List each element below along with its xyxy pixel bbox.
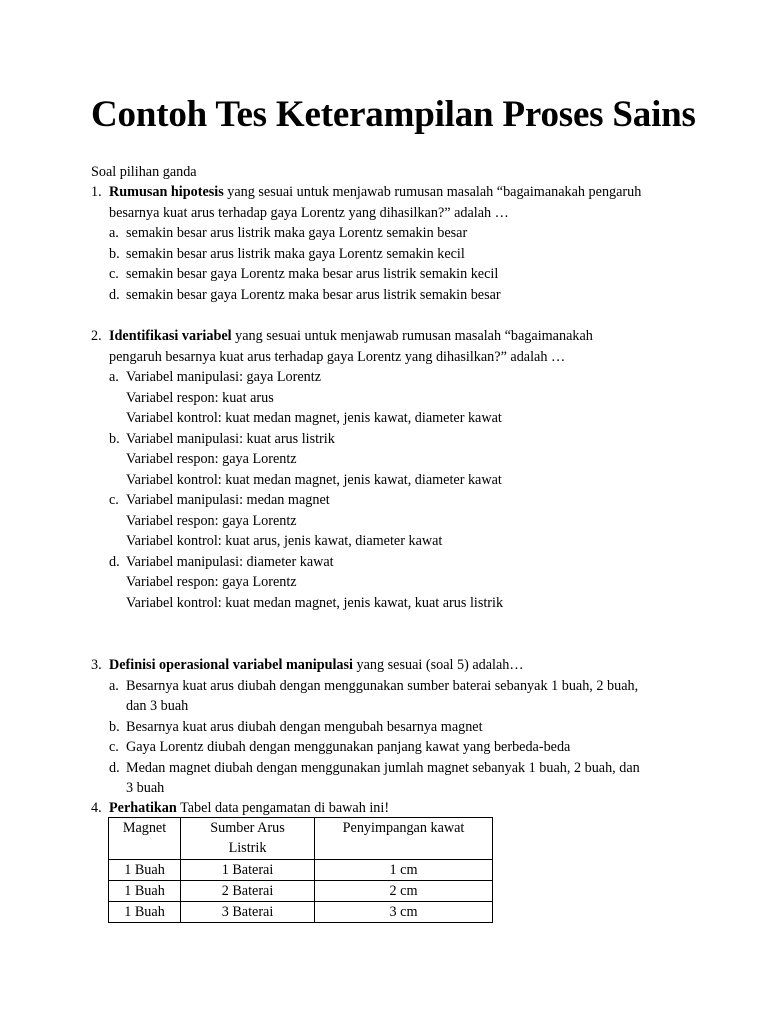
table-row: [109, 860, 493, 881]
option-letter: d.: [109, 759, 120, 776]
option-text: Variabel kontrol: kuat medan magnet, jenis kawat, kuat arus listrik: [126, 594, 504, 611]
table-cell: 1 Buah: [109, 902, 181, 923]
question-text-line: [109, 798, 691, 819]
option-letter: c.: [109, 266, 119, 282]
option-text: 3 buah: [126, 780, 165, 796]
table-cell: 1 Baterai: [181, 860, 315, 881]
answer-option-d: [91, 758, 691, 799]
option-letter: a.: [109, 677, 119, 694]
table-cell: 3 Baterai: [181, 902, 315, 923]
question-number: 1.: [91, 184, 102, 200]
answer-option-b: [91, 717, 691, 738]
answer-option-d: [91, 552, 691, 614]
option-letter: d.: [109, 286, 120, 303]
question-text-line: [109, 326, 691, 347]
option-text: semakin besar arus listrik maka gaya Lorentz semakin besar: [126, 225, 468, 241]
answer-option-c: [91, 737, 691, 758]
table-header-row: [109, 818, 493, 860]
question-text-line: [109, 655, 691, 676]
question-number: 4.: [91, 800, 102, 816]
answer-option-c: [91, 490, 691, 552]
question-number: 2.: [91, 328, 102, 344]
section-subtitle: Soal pilihan ganda: [91, 164, 197, 180]
question-keyword: Perhatikan: [109, 800, 177, 816]
question-1: [91, 182, 691, 305]
page-title: Contoh Tes Keterampilan Proses Sains: [91, 94, 696, 135]
question-text: Tabel data pengamatan di bawah ini!: [176, 800, 390, 816]
observation-table: [108, 817, 493, 923]
answer-option-c: [91, 264, 691, 285]
answer-option-d: [91, 285, 691, 306]
option-text: Variabel manipulasi: medan magnet: [126, 492, 330, 508]
option-letter: a.: [109, 225, 119, 241]
table-header-cell: Penyimpangan kawat: [315, 818, 493, 860]
answer-option-a: [91, 367, 691, 429]
table-cell: 2 cm: [315, 881, 493, 902]
question-keyword: Definisi operasional variabel manipulasi: [109, 657, 353, 673]
option-text: Variabel kontrol: kuat arus, jenis kawat, diameter kawat: [126, 533, 443, 549]
question-stem: [91, 182, 691, 223]
option-text: Variabel respon: gaya Lorentz: [126, 574, 297, 590]
option-text: Besarnya kuat arus diubah dengan mengubah besarnya magnet: [126, 718, 483, 735]
option-text: dan 3 buah: [126, 698, 189, 714]
option-text: Variabel manipulasi: diameter kawat: [126, 553, 334, 570]
option-letter: c.: [109, 739, 119, 755]
table-row: [109, 902, 493, 923]
table-cell: 1 Buah: [109, 860, 181, 881]
option-letter: b.: [109, 245, 120, 262]
option-text: semakin besar arus listrik maka gaya Lorentz semakin kecil: [126, 245, 465, 262]
option-text: Besarnya kuat arus diubah dengan menggunakan sumber baterai sebanyak 1 buah, 2 buah,: [126, 677, 639, 694]
question-number: 3.: [91, 657, 102, 673]
option-letter: d.: [109, 553, 120, 570]
option-text: Variabel manipulasi: gaya Lorentz: [126, 369, 322, 385]
table-cell: 2 Baterai: [181, 881, 315, 902]
answer-option-b: [91, 429, 691, 491]
table-header-cell: Magnet: [109, 818, 181, 860]
table-cell: 3 cm: [315, 902, 493, 923]
option-letter: a.: [109, 369, 119, 385]
answer-option-a: [91, 223, 691, 244]
question-keyword: Rumusan hipotesis: [109, 184, 224, 200]
question-2: [91, 326, 691, 613]
table-row: [109, 881, 493, 902]
question-stem: [91, 655, 691, 676]
option-text: Variabel respon: kuat arus: [126, 389, 274, 406]
question-text: yang sesuai (soal 5) adalah…: [352, 657, 524, 673]
option-text: semakin besar gaya Lorentz maka besar arus listrik semakin kecil: [126, 266, 499, 282]
table-cell: 1 Buah: [109, 881, 181, 902]
option-text: Variabel respon: gaya Lorentz: [126, 451, 297, 467]
option-text: Variabel kontrol: kuat medan magnet, jenis kawat, diameter kawat: [126, 410, 502, 426]
option-letter: b.: [109, 430, 120, 447]
option-text: Variabel respon: gaya Lorentz: [126, 512, 297, 529]
option-letter: c.: [109, 492, 119, 508]
option-text: Variabel kontrol: kuat medan magnet, jenis kawat, diameter kawat: [126, 471, 502, 488]
option-text: Medan magnet diubah dengan menggunakan jumlah magnet sebanyak 1 buah, 2 buah, dan: [126, 759, 640, 776]
option-text: Gaya Lorentz diubah dengan menggunakan panjang kawat yang berbeda-beda: [126, 739, 571, 755]
answer-option-b: [91, 244, 691, 265]
question-text-line: pengaruh besarnya kuat arus terhadap gaya Lorentz yang dihasilkan?” adalah …: [109, 348, 566, 365]
question-stem: [91, 326, 691, 367]
question-text-line: besarnya kuat arus terhadap gaya Lorentz yang dihasilkan?” adalah …: [109, 204, 509, 221]
option-text: Variabel manipulasi: kuat arus listrik: [126, 430, 335, 447]
table-cell: 1 cm: [315, 860, 493, 881]
question-3: [91, 655, 691, 799]
option-text: semakin besar gaya Lorentz maka besar arus listrik semakin besar: [126, 286, 501, 303]
question-text: yang sesuai untuk menjawab rumusan masalah “bagaimanakah: [231, 328, 593, 344]
question-stem: [91, 798, 691, 819]
question-keyword: Identifikasi variabel: [109, 328, 232, 344]
answer-option-a: [91, 676, 691, 717]
question-text: yang sesuai untuk menjawab rumusan masalah “bagaimanakah pengaruh: [223, 184, 642, 200]
table-header-cell: Sumber Arus Listrik: [181, 818, 315, 860]
option-letter: b.: [109, 718, 120, 735]
question-4: [91, 798, 691, 819]
question-text-line: [109, 182, 691, 203]
